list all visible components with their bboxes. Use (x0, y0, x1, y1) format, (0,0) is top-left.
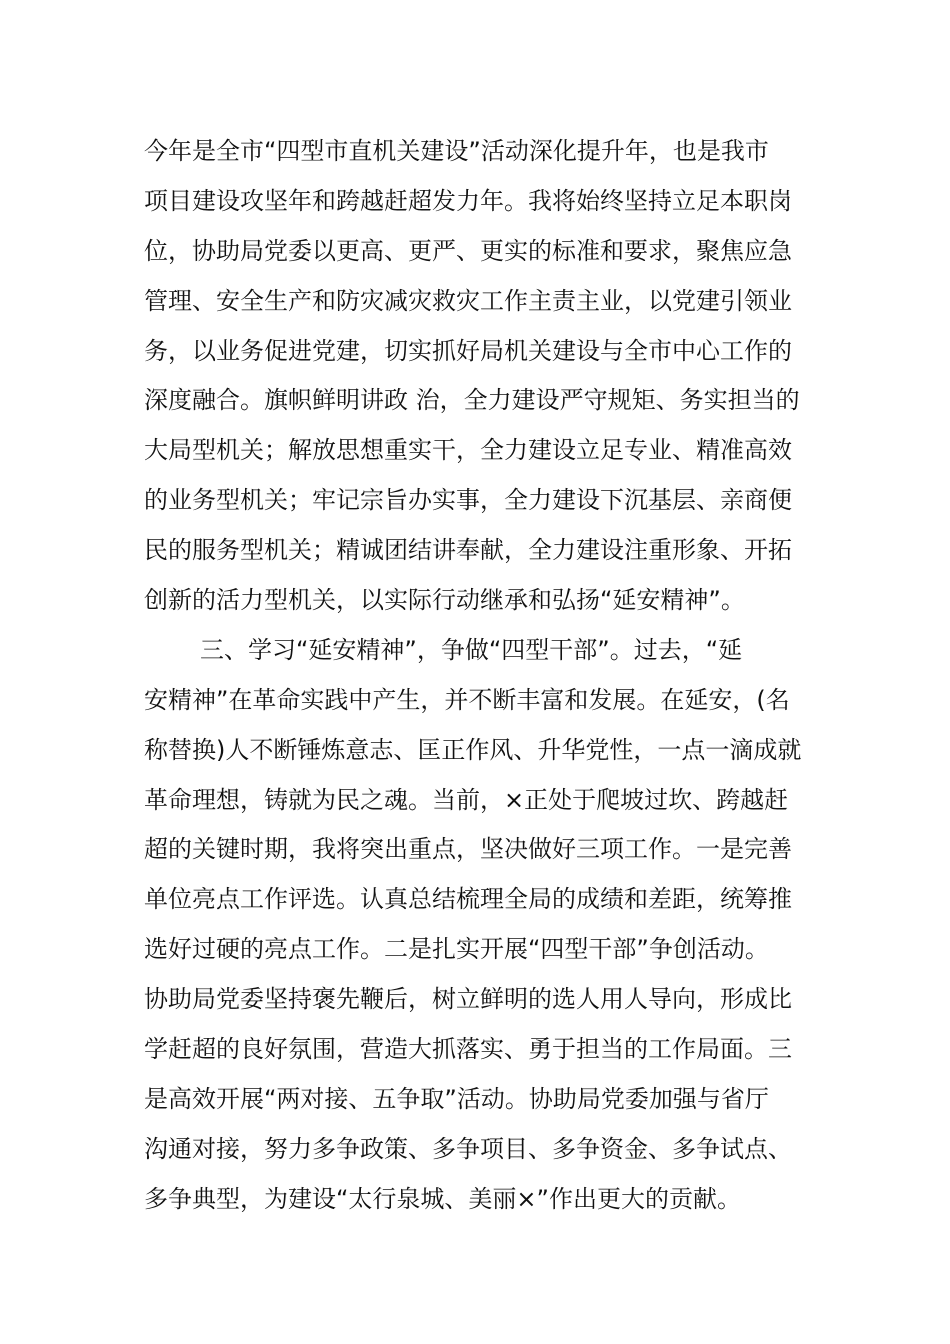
text-line: 安精神”在革命实践中产生，并不断丰富和发展。在延安，(名 (144, 685, 790, 714)
text-line: 民的服务型机关；精诚团结讲奉献，全力建设注重形象、开拓 (144, 536, 792, 565)
text-line: 革命理想，铸就为民之魂。当前，×正处于爬坡过坎、跨越赶 (144, 785, 789, 814)
text-line: 学赶超的良好氛围，营造大抓落实、勇于担当的工作局面。三 (144, 1035, 792, 1064)
text-line: 单位亮点工作评选。认真总结梳理全局的成绩和差距，统筹推 (144, 885, 792, 914)
text-line: 今年是全市“四型市直机关建设”活动深化提升年，也是我市 (144, 137, 769, 165)
body-text (144, 127, 808, 1225)
text-line: 超的关键时期，我将突出重点，坚决做好三项工作。一是完善 (144, 835, 792, 864)
text-line: 位，协助局党委以更高、更严、更实的标准和要求，聚焦应急 (144, 236, 792, 265)
text-line: 沟通对接，努力多争政策、多争项目、多争资金、多争试点、 (144, 1134, 792, 1163)
text-line: 的业务型机关；牢记宗旨办实事，全力建设下沉基层、亲商便 (144, 486, 792, 515)
text-line: 大局型机关；解放思想重实干，全力建设立足专业、精准高效 (144, 436, 792, 465)
text-line: 协助局党委坚持褒先鞭后，树立鲜明的选人用人导向，形成比 (144, 985, 792, 1014)
text-line: 深度融合。旗帜鲜明讲政 治，全力建设严守规矩、务实担当的 (144, 386, 800, 415)
text-line: 创新的活力型机关，以实际行动继承和弘扬“延安精神”。 (144, 586, 745, 615)
text-line: 管理、安全生产和防灾减灾救灾工作主责主业，以党建引领业 (144, 286, 792, 315)
text-line: 多争典型，为建设“太行泉城、美丽×”作出更大的贡献。 (144, 1184, 741, 1213)
text-line: 是高效开展“两对接、五争取”活动。协助局党委加强与省厅 (144, 1084, 769, 1113)
text-line: 务，以业务促进党建，切实抓好局机关建设与全市中心工作的 (144, 336, 792, 365)
text-line: 选好过硬的亮点工作。二是扎实开展“四型干部”争创活动。 (144, 935, 769, 964)
section-heading-line: 三、学习“延安精神”，争做“四型干部”。过去，“延 (200, 635, 743, 664)
text-line: 称替换)人不断锤炼意志、匡正作风、升华党性，一点一滴成就 (144, 735, 802, 764)
text-line: 项目建设攻坚年和跨越赶超发力年。我将始终坚持立足本职岗 (144, 186, 792, 215)
